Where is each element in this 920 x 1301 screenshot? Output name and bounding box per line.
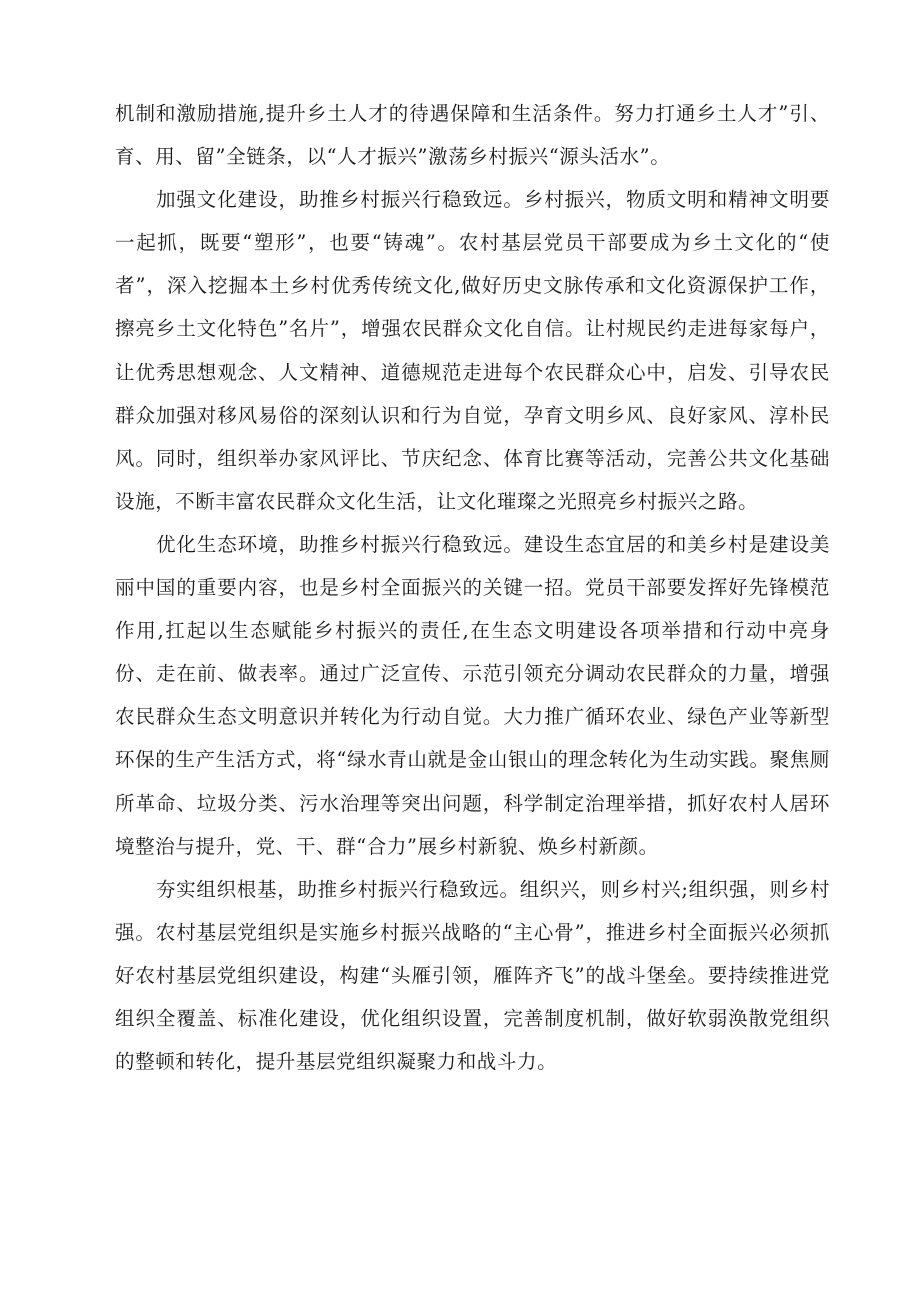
document-page bbox=[115, 92, 830, 1083]
paragraph-ecological-environment: 优化生态环境，助推乡村振兴行稳致远。建设生态宜居的和美乡村是建设美丽中国的重要内容，也是乡村全面振兴的关键一招。党员干部要发挥好先锋模范作用,扛起以生态赋能乡村振兴的责任,在生态文明建设各项举措和行动中亮身份、走在前、做表率。通过广泛宣传、示范引领充分调动农民群众的力量，增强农民群众生态文明意识并转化为行动自觉。大力推广循环农业、绿色产业等新型环保的生产生活方式，将“绿水青山就是金山银山的理念转化为生动实践。聚焦厕所革命、垃圾分类、污水治理等突出问题，科学制定治理举措，抓好农村人居环境整治与提升，党、干、群“合力”展乡村新貌、焕乡村新颜。 bbox=[115, 532, 830, 858]
paragraph-culture-construction: 加强文化建设，助推乡村振兴行稳致远。乡村振兴，物质文明和精神文明要一起抓，既要“塑形”，也要“铸魂”。农村基层党员干部要成为乡土文化的“使者”，深入挖掘本土乡村优秀传统文化,做好历史文脉传承和文化资源保护工作，擦亮乡土文化特色”名片”，增强农民群众文化自信。让村规民约走进每家每户，让优秀思想观念、人文精神、道德规范走进每个农民群众心中，启发、引导农民群众加强对移风易俗的深刻认识和行为自觉，孕育文明乡风、良好家风、淳朴民风。同时，组织举办家风评比、节庆纪念、体育比赛等活动，完善公共文化基础设施，不断丰富农民群众文化生活，让文化璀璨之光照亮乡村振兴之路。 bbox=[115, 188, 830, 513]
paragraph-organization-foundation: 夯实组织根基，助推乡村振兴行稳致远。组织兴，则乡村兴;组织强，则乡村强。农村基层党组织是实施乡村振兴战略的“主心骨”，推进乡村全面振兴必须抓好农村基层党组织建设，构建“头雁引领，雁阵齐飞”的战斗堡垒。要持续推进党组织全覆盖、标准化建设，优化组织设置，完善制度机制，做好软弱涣散党组织的整顿和转化，提升基层党组织凝聚力和战斗力。 bbox=[115, 877, 830, 1074]
paragraph-talent-continuation: 机制和激励措施,提升乡土人才的待遇保障和生活条件。努力打通乡土人才”引、育、用、留”全链条，以“人才振兴”激荡乡村振兴“源头活水”。 bbox=[115, 102, 830, 169]
